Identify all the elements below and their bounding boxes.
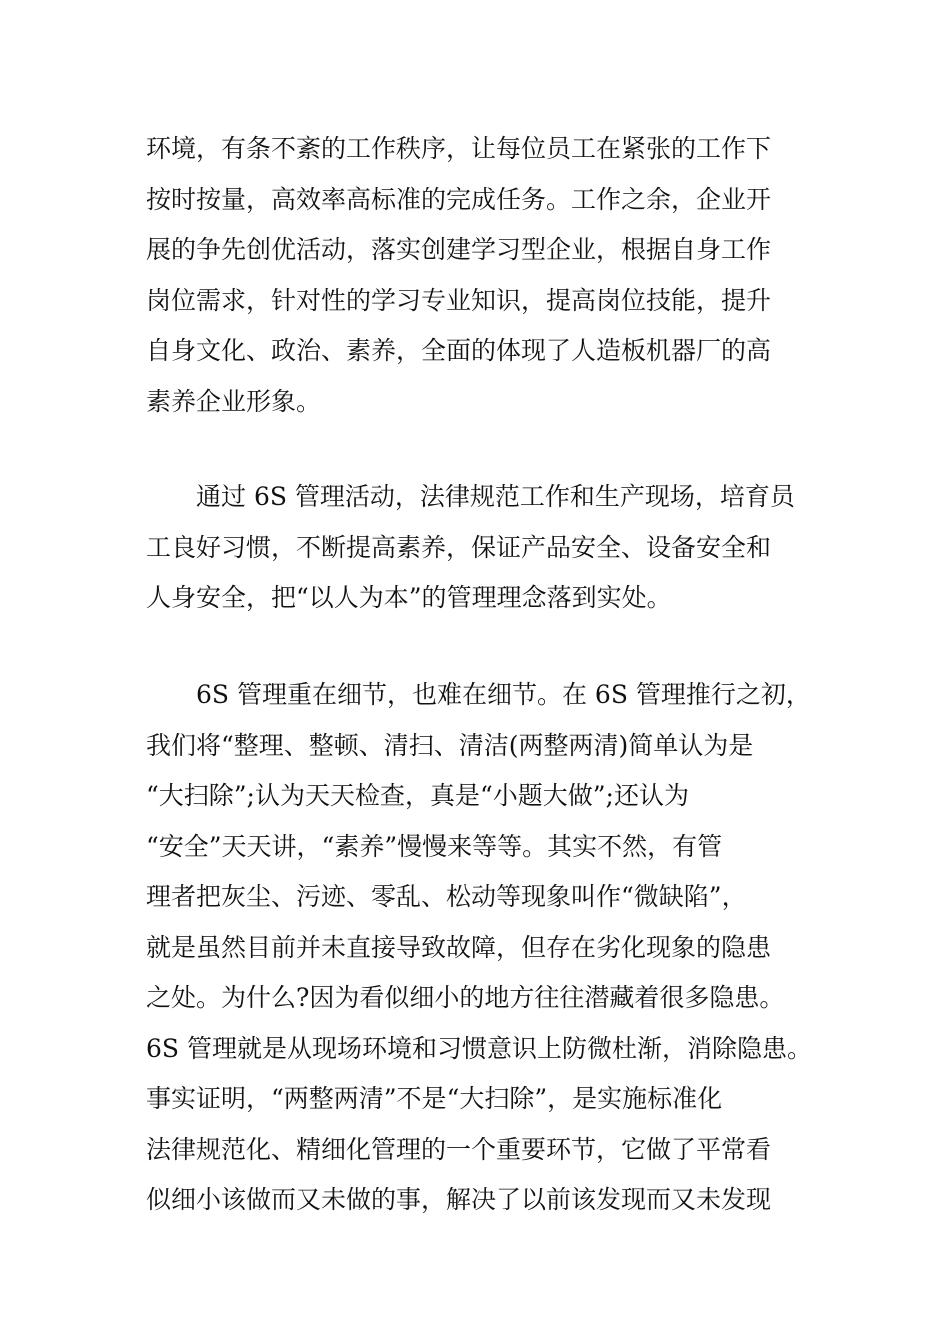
text-line: 事实证明，“两整两清”不是“大扫除”，是实施标准化 xyxy=(146,1084,723,1113)
text-line: 6S 管理重在细节，也难在细节。在 6S 管理推行之初， xyxy=(146,680,811,709)
text-line: 展的争先创优活动，落实创建学习型企业，根据自身工作 xyxy=(146,235,772,264)
text-line: 自身文化、政治、素养，全面的体现了人造板机器厂的高 xyxy=(146,336,772,365)
text-line: 似细小该做而又未做的事，解决了以前该发现而又未发现 xyxy=(146,1185,772,1214)
paragraph-3 xyxy=(146,670,846,1226)
text-line: 通过 6S 管理活动，法律规范工作和生产现场，培育员 xyxy=(146,482,795,511)
text-line: 理者把灰尘、污迹、零乱、松动等现象叫作“微缺陷”， xyxy=(146,882,747,911)
text-line: “大扫除”;认为天天检查，真是“小题大做”;还认为 xyxy=(146,781,689,810)
text-line: 岗位需求，针对性的学习专业知识，提高岗位技能，提升 xyxy=(146,285,772,315)
paragraph-2 xyxy=(146,472,846,624)
text-line: 工良好习惯，不断提高素养，保证产品安全、设备安全和 xyxy=(146,532,772,562)
text-line: 之处。为什么?因为看似细小的地方往往潜藏着很多隐患。 xyxy=(146,983,785,1012)
text-line: 我们将“整理、整顿、清扫、清洁(两整两清)简单认为是 xyxy=(146,730,754,760)
text-line: 按时按量，高效率高标准的完成任务。工作之余，企业开 xyxy=(146,184,772,214)
text-line: 素养企业形象。 xyxy=(146,386,322,416)
text-line: 法律规范化、精细化管理的一个重要环节，它做了平常看 xyxy=(146,1134,772,1164)
text-line: 6S 管理就是从现场环境和习惯意识上防微杜渐，消除隐患。 xyxy=(146,1033,812,1063)
text-line: “安全”天天讲，“素养”慢慢来等等。其实不然，有管 xyxy=(146,831,723,861)
text-line: 就是虽然目前并未直接导致故障，但存在劣化现象的隐患 xyxy=(146,932,772,962)
paragraph-1 xyxy=(146,124,846,427)
text-line: 人身安全，把“以人为本”的管理理念落到实处。 xyxy=(146,583,672,612)
text-line: 环境，有条不紊的工作秩序，让每位员工在紧张的工作下 xyxy=(146,134,772,163)
